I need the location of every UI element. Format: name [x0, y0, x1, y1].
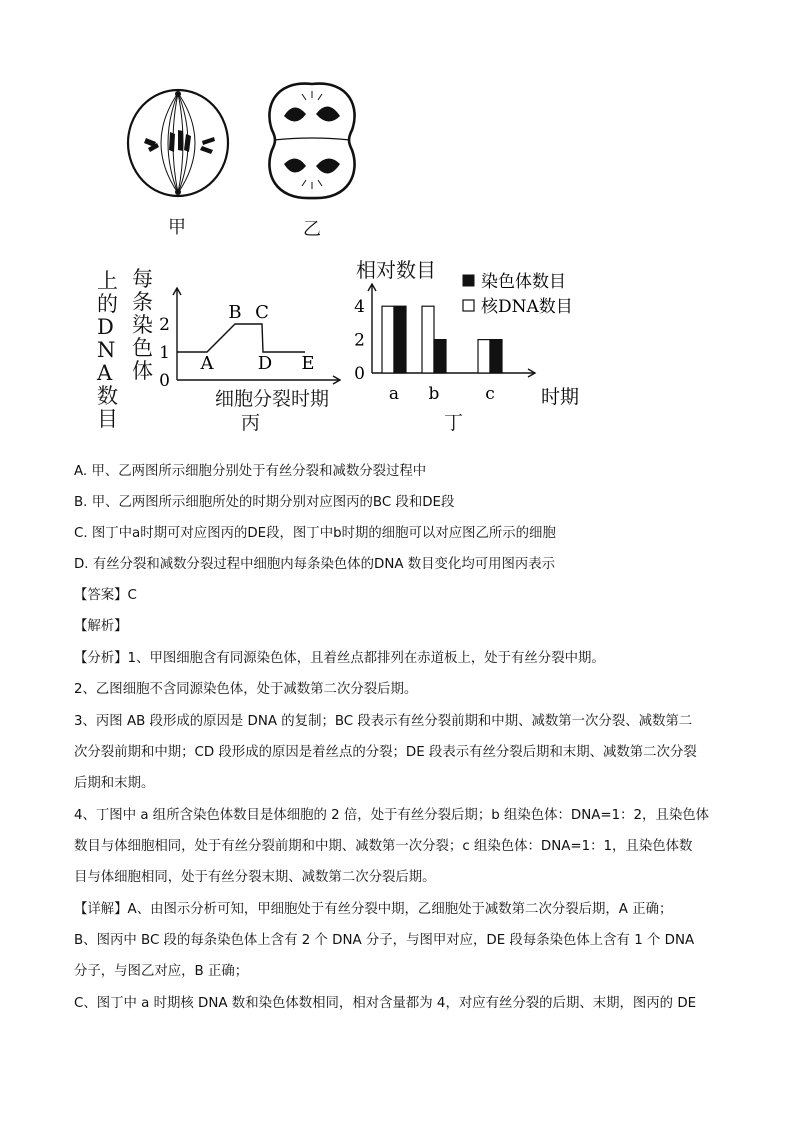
point-label: E: [301, 353, 315, 374]
chart-ding: [345, 270, 620, 410]
analysis-line: C、图丁中 a 时期核 DNA 数和染色体数相同，相对含量都为 4，对应有丝分裂的后期、末期，图丙的 DE: [74, 996, 697, 1011]
y-tick-label: 0: [354, 364, 365, 384]
chart-ding-ylabel: 相对数目: [356, 258, 436, 282]
analysis-line: 次分裂前期和中期；CD 段形成的原因是着丝点的分裂；DE 段表示有丝分裂后期和末期、减数第二次分裂: [74, 745, 697, 760]
y-tick-label: 1: [159, 343, 170, 363]
legend-swatch-dna: [463, 300, 474, 311]
y-tick-label: 2: [354, 330, 365, 351]
y-tick-label: 2: [159, 315, 170, 335]
legend-label-dna: 核DNA数目: [481, 297, 573, 317]
bar-chromosome: [434, 340, 446, 373]
x-tick-label: b: [428, 384, 440, 404]
data-line: [177, 324, 305, 352]
chart-bing-caption: 丙: [241, 412, 261, 434]
bar-dna: [478, 340, 490, 373]
legend-swatch-chromosome: [463, 275, 474, 286]
figure-yi-label: 乙: [303, 219, 321, 240]
analysis-line: 数目与体细胞相同，处于有丝分裂前期和中期、减数第一次分裂；c 组染色体：DNA=1：1，且染色体数: [74, 839, 693, 854]
chart-bing: [155, 282, 350, 392]
analysis-line: 【详解】A、由图示分析可知，甲细胞处于有丝分裂中期，乙细胞处于减数第二次分裂后期，A 正确；: [74, 902, 673, 917]
chart-bing-xlabel: 细胞分裂时期: [215, 388, 330, 410]
chart-bing-ylabel-outer: 上的DNA数目: [97, 269, 118, 431]
option-c: C. 图丁中a时期可对应图丙的DE段，图丁中b时期的细胞可以对应图乙所示的细胞: [74, 526, 556, 541]
figure-jia-cell: [124, 86, 232, 200]
y-tick-label: 0: [159, 371, 170, 391]
figure-yi-cell: [262, 78, 362, 202]
option-a: A. 甲、乙两图所示细胞分别处于有丝分裂和减数分裂过程中: [74, 464, 427, 479]
chart-bing-ylabel-inner: 每条染色体: [132, 267, 153, 383]
analysis-line: 分子，与图乙对应，B 正确；: [74, 964, 249, 979]
option-d: D. 有丝分裂和减数分裂过程中细胞内每条染色体的DNA 数目变化均可用图丙表示: [74, 557, 556, 572]
figure-jia-label: 甲: [168, 217, 186, 238]
analysis-line: 后期和末期。: [74, 776, 155, 791]
chart-ding-caption: 丁: [444, 412, 464, 434]
analysis-line: 2、乙图细胞不含同源染色体，处于减数第二次分裂后期。: [74, 682, 418, 697]
point-label: C: [255, 302, 269, 323]
answer: 【答案】C: [74, 588, 137, 603]
x-tick-label: c: [485, 384, 495, 404]
analysis-line: 4、丁图中 a 组所含染色体数目是体细胞的 2 倍，处于有丝分裂后期；b 组染色体：DNA=1：2，且染色体: [74, 808, 710, 823]
option-b: B. 甲、乙两图所示细胞所处的时期分别对应图丙的BC 段和DE段: [74, 495, 455, 510]
point-label: D: [257, 353, 273, 374]
point-label: B: [228, 302, 242, 323]
bar-chromosome: [490, 340, 502, 373]
x-axis-label: 时期: [541, 386, 580, 408]
analysis-line: 【分析】1、甲图细胞含有同源染色体，且着丝点都排列在赤道板上，处于有丝分裂中期。: [74, 651, 605, 666]
analysis-title: 【解析】: [74, 619, 128, 634]
analysis-line: 目与体细胞相同，处于有丝分裂末期、减数第二次分裂后期。: [74, 870, 436, 885]
legend-label-chromosome: 染色体数目: [481, 272, 566, 292]
bar-dna: [382, 306, 394, 373]
y-tick-label: 4: [354, 297, 365, 318]
bar-chromosome: [394, 306, 406, 373]
analysis-line: 3、丙图 AB 段形成的原因是 DNA 的复制；BC 段表示有丝分裂前期和中期、减数第一次分裂、减数第二: [74, 714, 693, 729]
analysis-line: B、图丙中 BC 段的每条染色体上含有 2 个 DNA 分子，与图甲对应，DE 段每条染色体上含有 1 个 DNA: [74, 933, 695, 948]
point-label: A: [200, 353, 214, 374]
x-tick-label: a: [388, 384, 400, 404]
bar-dna: [422, 306, 434, 373]
